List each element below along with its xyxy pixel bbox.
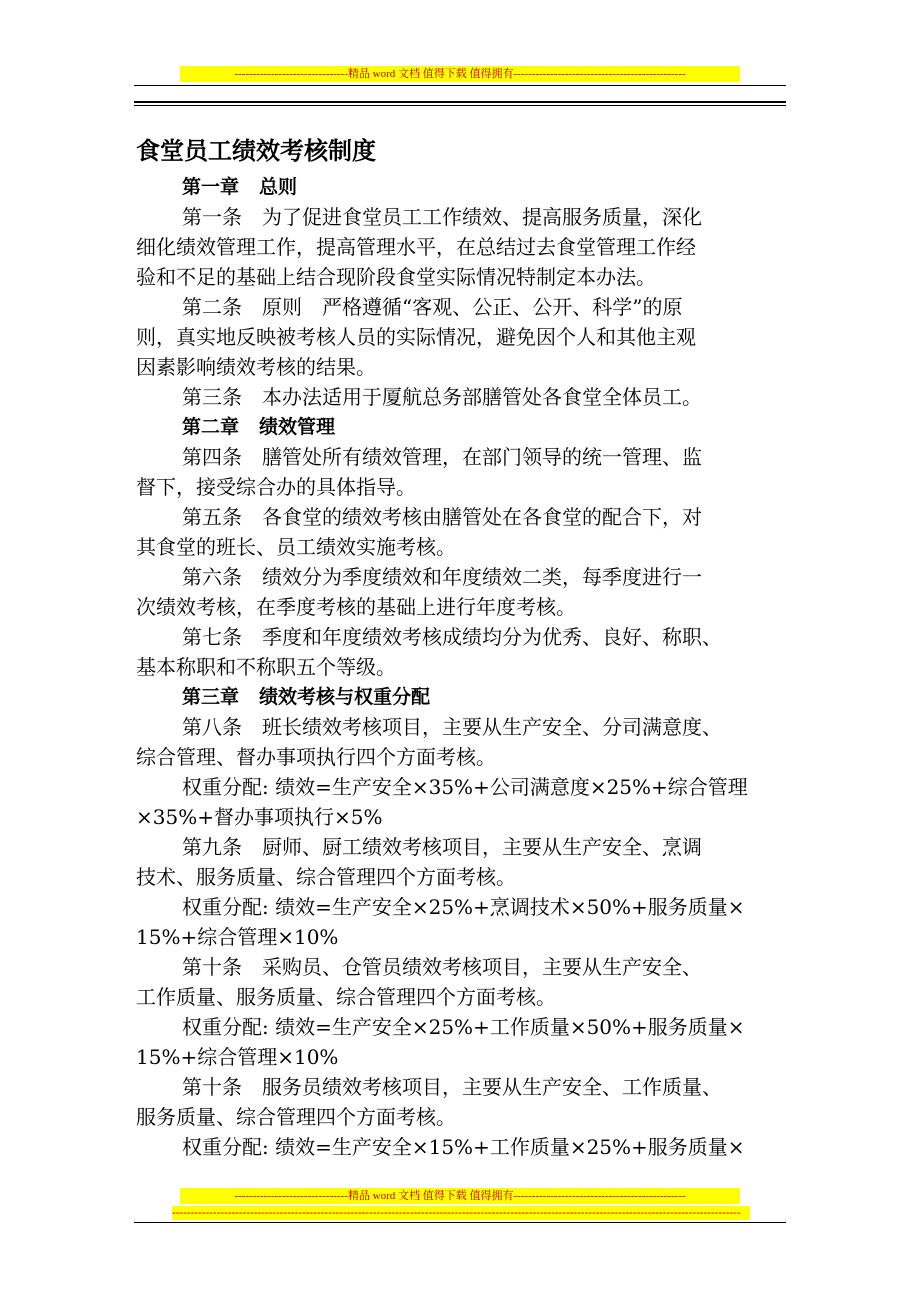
paragraph-first-line: 第五条 各食堂的绩效考核由膳管处在各食堂的配合下，对 bbox=[182, 505, 702, 529]
header-rule-double bbox=[134, 105, 786, 106]
document-lines bbox=[136, 172, 798, 1162]
paragraph-line: ×35%+督办事项执行×5% bbox=[136, 805, 383, 829]
paragraph-line: 其食堂的班长、员工绩效实施考核。 bbox=[136, 535, 456, 559]
paragraph-first-line: 第一条 为了促进食堂员工工作绩效、提高服务质量，深化 bbox=[182, 205, 702, 229]
header-rule-thick bbox=[134, 101, 786, 103]
paragraph-line: 次绩效考核，在季度考核的基础上进行年度考核。 bbox=[136, 595, 576, 619]
paragraph-first-line: 权重分配: 绩效=生产安全×25%+烹调技术×50%+服务质量× bbox=[182, 895, 745, 919]
paragraph-line: 则，真实地反映被考核人员的实际情况，避免因个人和其他主观 bbox=[136, 325, 696, 349]
paragraph-line: 因素影响绩效考核的结果。 bbox=[136, 355, 376, 379]
footer-banner: -------------------------------精品 word 文档 值得下载 值得拥有----------------------------------------------- bbox=[180, 1188, 740, 1204]
paragraph-first-line: 第八条 班长绩效考核项目，主要从生产安全、分司满意度、 bbox=[182, 715, 722, 739]
chapter-label: 第一章 bbox=[182, 176, 240, 198]
paragraph-line: 督下，接受综合办的具体指导。 bbox=[136, 475, 416, 499]
header-rule-thin bbox=[134, 85, 786, 86]
footer-dash-line: --------------------------------------------------------------------------------------------------------------------------------------------------------- bbox=[172, 1206, 750, 1220]
chapter-title: 总则 bbox=[259, 176, 298, 198]
chapter-heading bbox=[136, 172, 798, 202]
paragraph-line: 15%+综合管理×10% bbox=[136, 1045, 339, 1069]
paragraph-line: 综合管理、督办事项执行四个方面考核。 bbox=[136, 745, 496, 769]
paragraph-first-line: 第十条 采购员、仓管员绩效考核项目，主要从生产安全、 bbox=[182, 955, 702, 979]
paragraph-line: 技术、服务质量、综合管理四个方面考核。 bbox=[136, 865, 516, 889]
paragraph-first-line: 权重分配: 绩效=生产安全×25%+工作质量×50%+服务质量× bbox=[182, 1015, 745, 1039]
paragraph-first-line: 权重分配: 绩效=生产安全×15%+工作质量×25%+服务质量× bbox=[182, 1135, 745, 1159]
chapter-heading bbox=[136, 412, 798, 442]
chapter-heading bbox=[136, 682, 798, 712]
paragraph-first-line: 第九条 厨师、厨工绩效考核项目，主要从生产安全、烹调 bbox=[182, 835, 702, 859]
paragraph-first-line: 第四条 膳管处所有绩效管理，在部门领导的统一管理、监 bbox=[182, 445, 702, 469]
document-body bbox=[136, 130, 798, 1162]
chapter-title: 绩效考核与权重分配 bbox=[259, 686, 431, 708]
paragraph-first-line: 第十条 服务员绩效考核项目，主要从生产安全、工作质量、 bbox=[182, 1075, 722, 1099]
header-banner: -------------------------------精品 word 文档 值得下载 值得拥有----------------------------------------------- bbox=[180, 66, 740, 82]
footer-rule bbox=[134, 1222, 786, 1223]
paragraph-first-line: 第七条 季度和年度绩效考核成绩均分为优秀、良好、称职、 bbox=[182, 625, 722, 649]
paragraph-line: 验和不足的基础上结合现阶段食堂实际情况特制定本办法。 bbox=[136, 265, 656, 289]
paragraph-first-line: 权重分配: 绩效=生产安全×35%+公司满意度×25%+综合管理 bbox=[182, 775, 748, 799]
paragraph-first-line: 第六条 绩效分为季度绩效和年度绩效二类，每季度进行一 bbox=[182, 565, 702, 589]
paragraph-first-line: 第三条 本办法适用于厦航总务部膳管处各食堂全体员工。 bbox=[182, 385, 702, 409]
chapter-label: 第二章 bbox=[182, 416, 240, 438]
document-title: 食堂员工绩效考核制度 bbox=[136, 137, 376, 165]
paragraph-first-line: 第二条 原则 严格遵循“客观、公正、公开、科学”的原 bbox=[182, 295, 683, 319]
chapter-label: 第三章 bbox=[182, 686, 240, 708]
paragraph-line: 服务质量、综合管理四个方面考核。 bbox=[136, 1105, 456, 1129]
paragraph-line: 15%+综合管理×10% bbox=[136, 925, 339, 949]
paragraph-line: 基本称职和不称职五个等级。 bbox=[136, 655, 396, 679]
paragraph-line: 工作质量、服务质量、综合管理四个方面考核。 bbox=[136, 985, 556, 1009]
paragraph-line: 细化绩效管理工作，提高管理水平，在总结过去食堂管理工作经 bbox=[136, 235, 696, 259]
chapter-title: 绩效管理 bbox=[259, 416, 336, 438]
